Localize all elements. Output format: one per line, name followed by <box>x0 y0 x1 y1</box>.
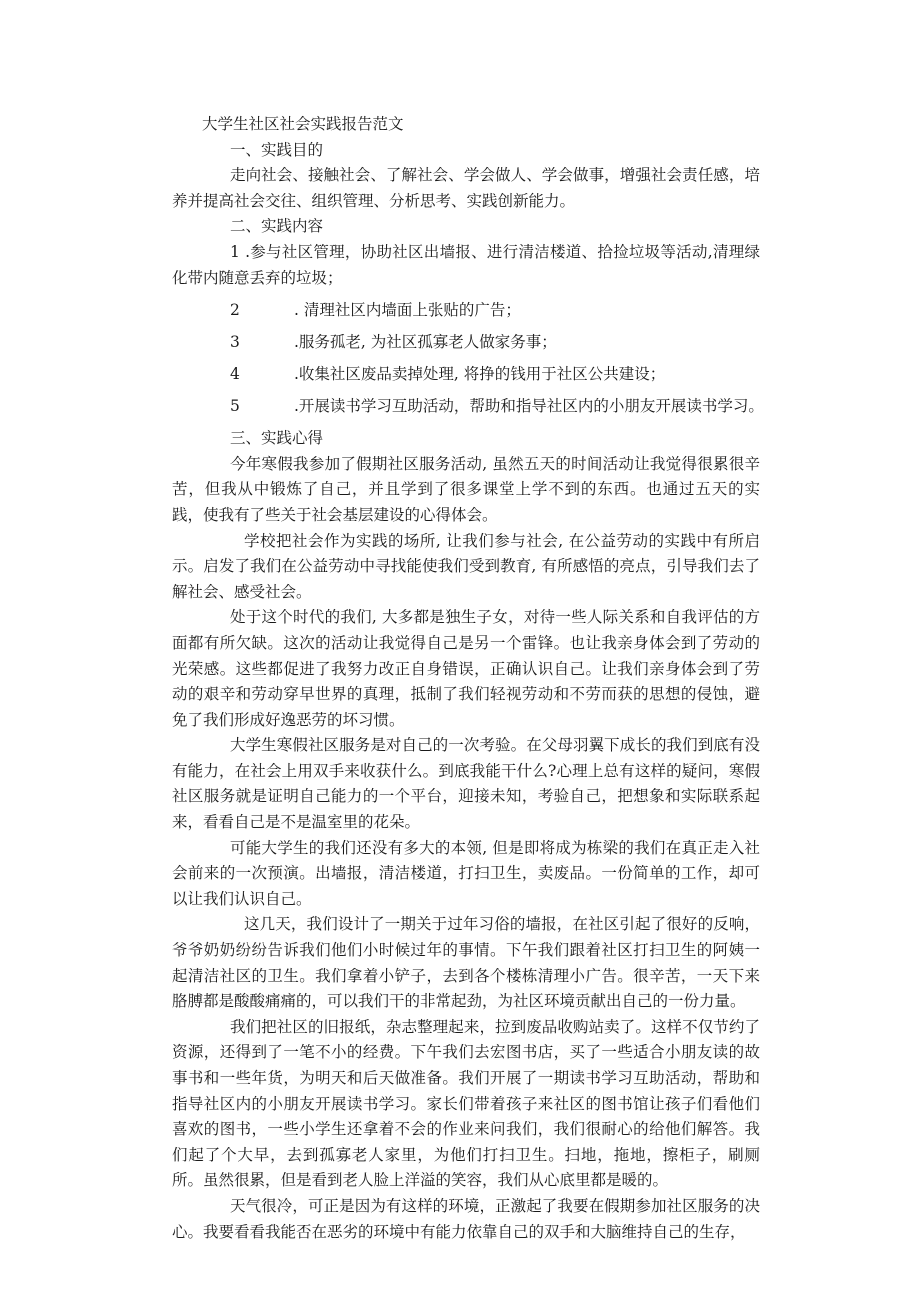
item-number: 4 <box>230 365 240 384</box>
item-number: 5 <box>230 397 240 416</box>
item-text: .开展读书学习互助活动，帮助和指导社区内的小朋友开展读书学习。 <box>294 397 764 416</box>
section-heading-purpose: 一、实践目的 <box>230 140 324 159</box>
item-text: .服务孤老, 为社区孤寡老人做家务事； <box>294 333 557 352</box>
experience-paragraph: 天气很冷，可正是因为有这样的环境，正激起了我要在假期参加社区服务的决心。我要看看我能否在恶劣的环境中有能力依靠自己的双手和大脑维持自己的生存， <box>172 1196 760 1241</box>
section-heading-experience: 三、实践心得 <box>230 429 324 448</box>
document-body <box>172 112 764 1245</box>
section-heading-content: 二、实践内容 <box>230 217 324 236</box>
item-text: . 清理社区内墙面上张贴的广告； <box>294 301 521 320</box>
purpose-text: 走向社会、接触社会、了解社会、学会做人、学会做事，增强社会责任感，培养并提高社会交往、组织管理、分析思考、实践创新能力。 <box>172 166 760 210</box>
document-title: 大学生社区社会实践报告范文 <box>202 115 404 133</box>
item-number: 2 <box>230 301 240 320</box>
content-item-4 <box>172 358 760 390</box>
experience-paragraph: 这几天，我们设计了一期关于过年习俗的墙报，在社区引起了很好的反响，爷爷奶奶纷纷告诉我们他们小时候过年的事情。下午我们跟着社区打扫卫生的阿姨一起清洁社区的卫生。我们拿着小铲子，去到各个楼栋清理小广告。很辛苦，一天下来胳膊都是酸酸痛痛的，可以我们干的非常起劲，为社区环境贡献出自己的一份力量。 <box>172 915 760 1011</box>
content-item-1: 1 .参与社区管理，协助社区出墙报、进行清洁楼道、拾捡垃圾等活动,清理绿化带内随意丢弃的垃圾； <box>172 242 760 287</box>
experience-paragraph: 处于这个时代的我们, 大多都是独生子女，对待一些人际关系和自我评估的方面都有所欠缺。这次的活动让我觉得自己是另一个雷锋。也让我亲身体会到了劳动的光荣感。这些都促进了我努力改正自身错误，正确认识自己。让我们亲身体会到了劳动的艰辛和劳动穿早世界的真理，抵制了我们轻视劳动和不劳而获的思想的侵蚀，避免了我们形成好逸恶劳的坏习惯。 <box>172 608 760 729</box>
content-item-2 <box>172 294 760 326</box>
experience-paragraph: 我们把社区的旧报纸，杂志整理起来，拉到废品收购站卖了。这样不仅节约了资源，还得到了一笔不小的经费。下午我们去宏图书店，买了一些适合小朋友读的故事书和一些年货，为明天和后天做准备。我们开展了一期读书学习互助活动，帮助和指导社区内的小朋友开展读书学习。家长们带着孩子来社区的图书馆让孩子们看他们喜欢的图书，一些小学生还拿着不会的作业来问我们，我们很耐心的给他们解答。我们起了个大早，去到孤寡老人家里，为他们打扫卫生。扫地，拖地，擦柜子，刷厕所。虽然很累，但是看到老人脸上洋溢的笑容，我们从心底里都是暖的。 <box>172 1017 760 1190</box>
item-number: 3 <box>230 333 240 352</box>
content-item-5 <box>172 390 764 422</box>
experience-paragraph: 大学生寒假社区服务是对自己的一次考验。在父母羽翼下成长的我们到底有没有能力，在社会上用双手来收获什么。到底我能干什么?心理上总有这样的疑问，寒假社区服务就是证明自己能力的一个平台，迎接未知，考验自己，把想象和实际联系起来，看看自己是不是温室里的花朵。 <box>172 736 760 832</box>
content-item-3 <box>172 326 760 358</box>
experience-paragraph: 今年寒假我参加了假期社区服务活动, 虽然五天的时间活动让我觉得很累很辛苦，但我从中锻炼了自己，并且学到了很多课堂上学不到的东西。也通过五天的实践，使我有了些关于社会基层建设的心得体会。 <box>172 454 760 524</box>
experience-paragraph: 可能大学生的我们还没有多大的本领, 但是即将成为栋梁的我们在真正走入社会前来的一次预演。出墙报，清洁楼道，打扫卫生，卖废品。一份简单的工作，却可以让我们认识自己。 <box>172 838 760 908</box>
item-text: .收集社区废品卖掉处理, 将挣的钱用于社区公共建设； <box>294 365 666 384</box>
experience-paragraph: 学校把社会作为实践的场所, 让我们参与社会, 在公益劳动的实践中有所启示。启发了我们在公益劳动中寻找能使我们受到教育, 有所感悟的亮点，引导我们去了解社会、感受社会。 <box>172 531 760 601</box>
